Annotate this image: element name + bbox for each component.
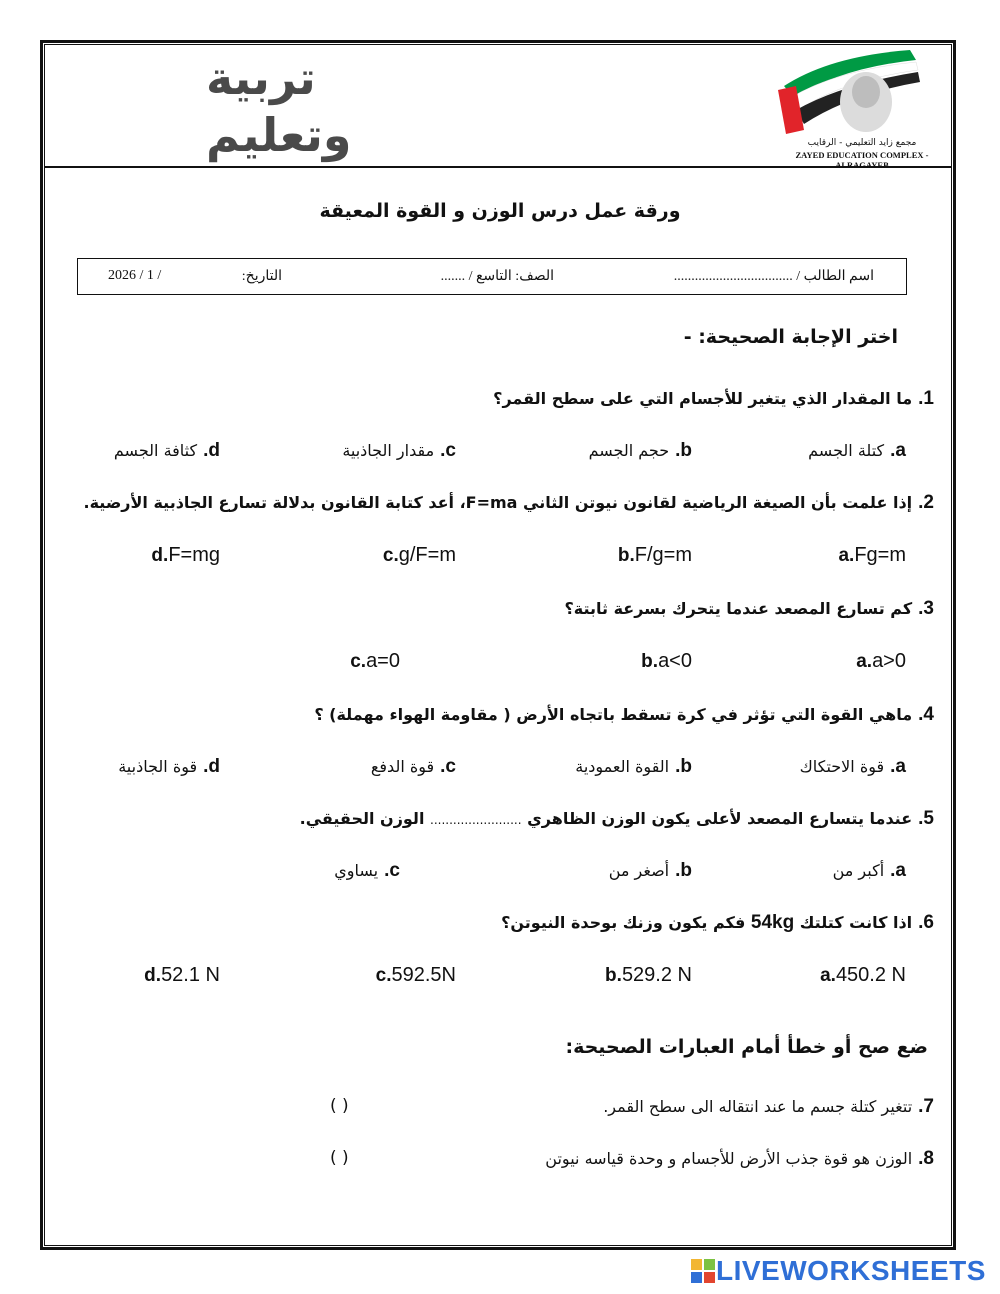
school-name-english: ZAYED EDUCATION COMPLEX - ALRAGAYEB bbox=[795, 150, 929, 170]
question-6 bbox=[501, 912, 934, 934]
option-c[interactable]: c.مقدار الجاذبية bbox=[342, 440, 456, 461]
question-number: 5. bbox=[918, 808, 934, 829]
option-d[interactable]: d.قوة الجاذبية bbox=[118, 756, 220, 777]
option-b[interactable]: b.529.2 N bbox=[605, 964, 692, 986]
option-d[interactable]: d.52.1 N bbox=[144, 964, 220, 986]
question-text: اذا كانت كتلتك bbox=[799, 913, 913, 932]
question-number: 2. bbox=[918, 492, 934, 513]
option-d[interactable]: d.كثافة الجسم bbox=[113, 440, 220, 461]
question-number: 3. bbox=[918, 598, 934, 619]
question-4 bbox=[314, 704, 934, 726]
question-3 bbox=[564, 598, 934, 620]
option-c[interactable]: c.g/F=m bbox=[382, 544, 456, 566]
option-a[interactable]: a.قوة الاحتكاك bbox=[799, 756, 906, 777]
statement-8 bbox=[545, 1148, 934, 1170]
student-name-field[interactable]: اسم الطالب / .................................. bbox=[673, 269, 874, 284]
logo-word-1: تربية bbox=[206, 51, 316, 105]
ministry-logo-graphic bbox=[46, 46, 352, 164]
statement-7 bbox=[603, 1096, 934, 1118]
question-text: كم تسارع المصعد عندما يتحرك بسرعة ثابتة؟ bbox=[564, 599, 913, 618]
option-b[interactable]: b.F/g=m bbox=[617, 544, 692, 566]
option-b[interactable]: b.a<0 bbox=[641, 650, 692, 672]
statement-number: 7. bbox=[918, 1096, 934, 1117]
statement-text: تتغير كتلة جسم ما عند انتقاله الى سطح القمر. bbox=[603, 1097, 913, 1116]
page-frame-inner bbox=[44, 44, 952, 1246]
question-text: عندما يتسارع المصعد لأعلى يكون الوزن الظاهري bbox=[527, 809, 913, 828]
question-number: 4. bbox=[918, 704, 934, 725]
question-1 bbox=[493, 388, 934, 410]
question-2 bbox=[84, 492, 935, 514]
section-true-false-title: ضع صح أو خطأ أمام العبارات الصحيحة: bbox=[565, 1036, 928, 1058]
ministry-logo bbox=[46, 46, 352, 164]
worksheet-title: ورقة عمل درس الوزن و القوة المعيقة bbox=[319, 200, 681, 222]
statement-number: 8. bbox=[918, 1148, 934, 1169]
option-a[interactable]: a.كتلة الجسم bbox=[808, 440, 906, 461]
option-c[interactable]: c.قوة الدفع bbox=[370, 756, 456, 777]
question-number: 6. bbox=[918, 912, 934, 933]
option-a[interactable]: a.أكبر من bbox=[832, 860, 906, 881]
liveworksheets-wordmark: LIVEWORKSHEETS bbox=[716, 1255, 986, 1286]
option-b[interactable]: b.القوة العمودية bbox=[575, 756, 692, 777]
school-name-arabic: مجمع زايد التعليمي - الرقايب bbox=[807, 138, 917, 148]
option-a[interactable]: a.450.2 N bbox=[820, 964, 906, 986]
question-text: إذا علمت بأن الصيغة الرياضية لقانون نيوتن الثاني F=ma، أعد كتابة القانون بدلالة تسارع الجاذبية الأرضية. bbox=[83, 493, 913, 512]
date-value[interactable]: 2026 / 1 / bbox=[108, 268, 162, 283]
option-c[interactable]: c.يساوي bbox=[334, 860, 400, 881]
logo-word-2: وتعليم bbox=[206, 108, 352, 162]
section-multiple-choice-title: اختر الإجابة الصحيحة: - bbox=[683, 326, 898, 348]
date-label: التاريخ: bbox=[241, 269, 282, 284]
school-emblem bbox=[770, 46, 952, 138]
statement-text: الوزن هو قوة جذب الأرض للأجسام و وحدة قياسه نيوتن bbox=[545, 1149, 913, 1168]
mass-value: 54kg bbox=[750, 912, 795, 933]
answer-parentheses[interactable]: ( ) bbox=[330, 1148, 349, 1168]
option-a[interactable]: a.Fg=m bbox=[838, 544, 906, 566]
portrait-face bbox=[852, 76, 880, 108]
question-text-end: فكم يكون وزنك بوحدة النيوتن؟ bbox=[501, 913, 746, 932]
question-number: 1. bbox=[918, 388, 934, 409]
option-b[interactable]: b.أصغر من bbox=[608, 860, 692, 881]
option-d[interactable]: d.F=mg bbox=[151, 544, 220, 566]
option-c[interactable]: c.a=0 bbox=[350, 650, 400, 672]
answer-parentheses[interactable]: ( ) bbox=[330, 1096, 349, 1116]
question-text: ما المقدار الذي يتغير للأجسام التي على سطح القمر؟ bbox=[493, 389, 913, 408]
liveworksheets-icon bbox=[690, 1258, 716, 1284]
grade-field[interactable]: الصف: التاسع / ....... bbox=[440, 269, 554, 284]
liveworksheets-logo[interactable] bbox=[690, 1256, 986, 1286]
option-b[interactable]: b.حجم الجسم bbox=[588, 440, 692, 461]
question-5 bbox=[300, 808, 934, 830]
answer-blank[interactable]: ........................ bbox=[430, 813, 522, 827]
question-text: ماهي القوة التي تؤثر في كرة تسقط باتجاه الأرض ( مقاومة الهواء مهملة) ؟ bbox=[314, 705, 913, 724]
question-text-end: الوزن الحقيقي. bbox=[299, 809, 425, 828]
option-c[interactable]: c.592.5N bbox=[375, 964, 456, 986]
option-a[interactable]: a.a>0 bbox=[856, 650, 906, 672]
